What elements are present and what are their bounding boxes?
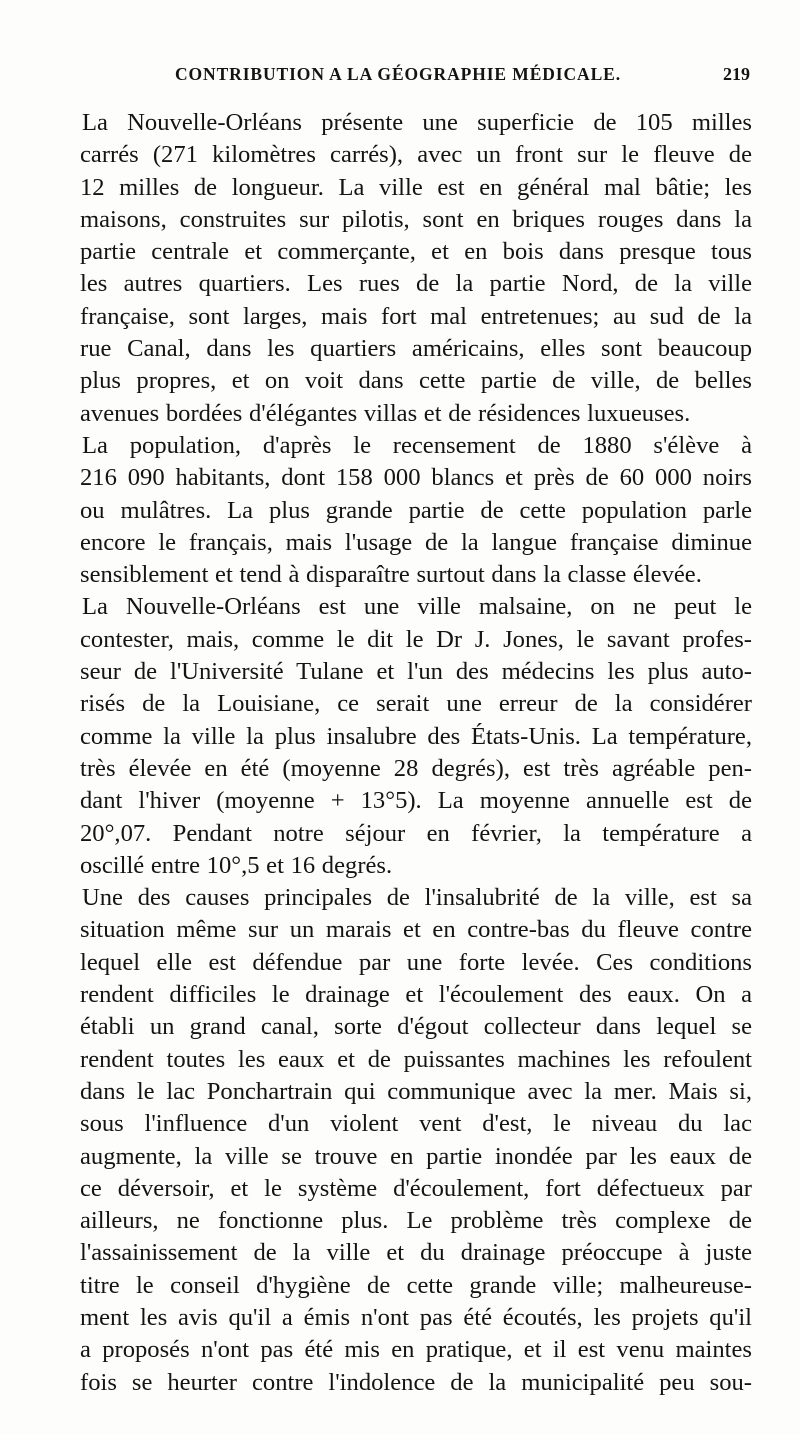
text-line: oscillé entre 10°,5 et 16 degrés. bbox=[80, 851, 393, 879]
text-line: rendent toutes les eaux et de puissantes machines les refoulent bbox=[80, 1045, 752, 1073]
text-line: 216 090 habitants, dont 158 000 blancs et près de 60 000 noirs bbox=[80, 464, 752, 492]
text-line: lequel elle est défendue par une forte levée. Ces conditions bbox=[80, 948, 752, 976]
text-line: ce déversoir, et le système d'écoulement, fort défectueux par bbox=[80, 1174, 752, 1202]
text-line: situation même sur un marais et en contre-bas du fleuve contre bbox=[80, 916, 752, 944]
text-line: Une des causes principales de l'insalubrité de la ville, est sa bbox=[82, 884, 752, 912]
text-line: ailleurs, ne fonctionne plus. Le problème très complexe de bbox=[80, 1207, 752, 1235]
text-line: contester, mais, comme le dit le Dr J. Jones, le savant profes- bbox=[80, 625, 752, 653]
text-line: comme la ville la plus insalubre des États-Unis. La température, bbox=[80, 722, 752, 750]
text-line: maisons, construites sur pilotis, sont en briques rouges dans la bbox=[80, 205, 752, 233]
text-line: dant l'hiver (moyenne + 13°5). La moyenne annuelle est de bbox=[80, 787, 752, 815]
text-line: très élevée en été (moyenne 28 degrés), est très agréable pen- bbox=[80, 754, 752, 782]
text-line: seur de l'Université Tulane et l'un des médecins les plus auto- bbox=[80, 658, 752, 686]
text-line: La Nouvelle-Orléans présente une superficie de 105 milles bbox=[82, 109, 752, 136]
text-line: carrés (271 kilomètres carrés), avec un front sur le fleuve de bbox=[80, 141, 752, 169]
body-text bbox=[80, 107, 752, 1399]
text-line: avenues bordées d'élégantes villas et de résidences luxueuses. bbox=[80, 399, 691, 427]
text-line: augmente, la ville se trouve en partie inondée par les eaux de bbox=[80, 1142, 752, 1170]
text-line: sous l'influence d'un violent vent d'est, le niveau du lac bbox=[80, 1110, 752, 1138]
text-line: sensiblement et tend à disparaître surtout dans la classe élevée. bbox=[80, 561, 702, 589]
text-line: française, sont larges, mais fort mal entretenues; au sud de la bbox=[80, 302, 752, 330]
text-line: La population, d'après le recensement de 1880 s'élève à bbox=[82, 431, 752, 459]
text-line: l'assainissement de la ville et du drainage préoccupe à juste bbox=[80, 1239, 752, 1267]
text-line: plus propres, et on voit dans cette partie de ville, de belles bbox=[80, 367, 752, 395]
text-line: dans le lac Ponchartrain qui communique avec la mer. Mais si, bbox=[80, 1077, 752, 1105]
running-head bbox=[60, 64, 750, 94]
text-line: ment les avis qu'il a émis n'ont pas été écoutés, les projets qu'il bbox=[80, 1303, 752, 1331]
text-line: a proposés n'ont pas été mis en pratique, et il est venu maintes bbox=[80, 1336, 752, 1364]
text-line: fois se heurter contre l'indolence de la municipalité peu sou- bbox=[80, 1368, 752, 1396]
page-number: 219 bbox=[723, 64, 750, 84]
text-line: rendent difficiles le drainage et l'écoulement des eaux. On a bbox=[80, 981, 752, 1009]
text-line: établi un grand canal, sorte d'égout collecteur dans lequel se bbox=[80, 1013, 752, 1041]
text-line: encore le français, mais l'usage de la langue française diminue bbox=[80, 528, 752, 556]
text-line: 20°,07. Pendant notre séjour en février, la température a bbox=[80, 819, 752, 847]
text-line: 12 milles de longueur. La ville est en général mal bâtie; les bbox=[80, 173, 752, 201]
text-line: rue Canal, dans les quartiers américains, elles sont beaucoup bbox=[80, 335, 752, 363]
text-line: ou mulâtres. La plus grande partie de cette population parle bbox=[80, 496, 752, 524]
text-line: les autres quartiers. Les rues de la partie Nord, de la ville bbox=[80, 270, 752, 298]
text-line: risés de la Louisiane, ce serait une erreur de la considérer bbox=[80, 690, 752, 718]
text-line: partie centrale et commerçante, et en bois dans presque tous bbox=[80, 238, 752, 266]
text-line: La Nouvelle-Orléans est une ville malsaine, on ne peut le bbox=[82, 593, 752, 621]
text-line: titre le conseil d'hygiène de cette grande ville; malheureuse- bbox=[80, 1271, 752, 1299]
running-title: CONTRIBUTION A LA GÉOGRAPHIE MÉDICALE. bbox=[175, 64, 622, 84]
